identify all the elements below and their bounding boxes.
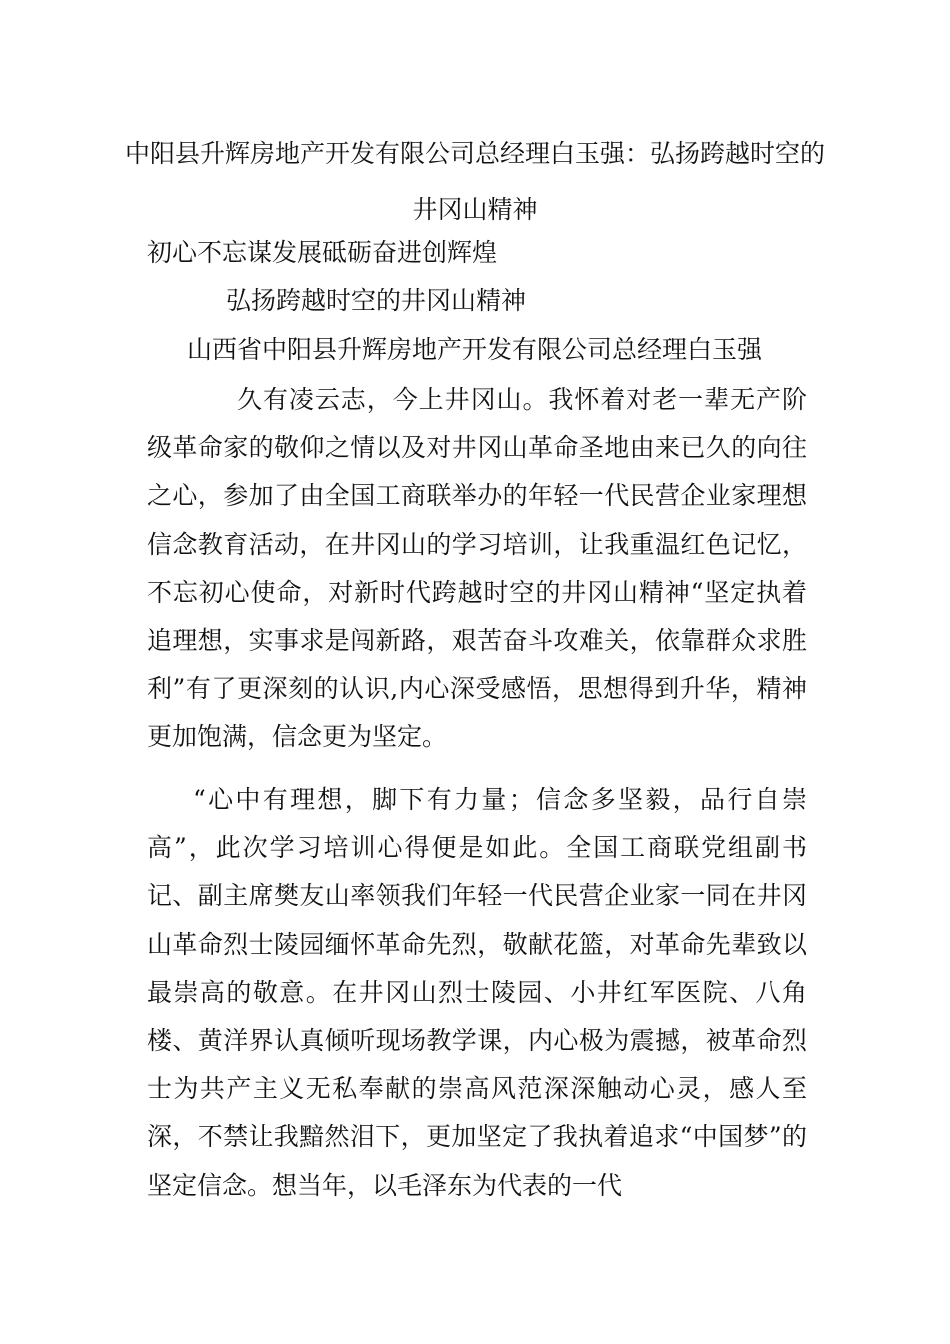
subtitle-theme: 弘扬跨越时空的井冈山精神 [226, 286, 527, 315]
paragraph-1: 久有凌云志，今上井冈山。我怀着对老一辈无产阶级革命家的敬仰之情以及对井冈山革命圣地由来已久的向往之心，参加了由全国工商联举办的年轻一代民营企业家理想信念教育活动，在井冈山的学习培训，让我重温红色记忆，不忘初心使命，对新时代跨越时空的井冈山精神“坚定执着追理想，实事求是闯新路，艰苦奋斗攻难关，依靠群众求胜利”有了更深刻的认识,内心深受感悟，思想得到升华，精神更加饱满，信念更为坚定。 [147, 385, 807, 752]
paragraph-2: “心中有理想，脚下有力量；信念多坚毅，品行自崇高”，此次学习培训心得便是如此。全国工商联党组副书记、副主席樊友山率领我们年轻一代民营企业家一同在井冈山革命烈士陵园缅怀革命先烈，敬献花篮，对革命先辈致以最崇高的敬意。在井冈山烈士陵园、小井红军医院、八角楼、黄洋界认真倾听现场教学课，内心极为震撼，被革命烈士为共产主义无私奉献的崇高风范深深触动心灵，感人至深，不禁让我黯然泪下，更加坚定了我执着追求“中国梦”的坚定信念。想当年，以毛泽东为代表的一代 [147, 785, 807, 1200]
document-title: 中阳县升辉房地产开发有限公司总经理白玉强：弘扬跨越时空的井冈山精神 [124, 139, 825, 224]
subtitle-slogan: 初心不忘谋发展砥砺奋进创辉煌 [147, 238, 498, 267]
author-line: 山西省中阳县升辉房地产开发有限公司总经理白玉强 [187, 335, 763, 364]
